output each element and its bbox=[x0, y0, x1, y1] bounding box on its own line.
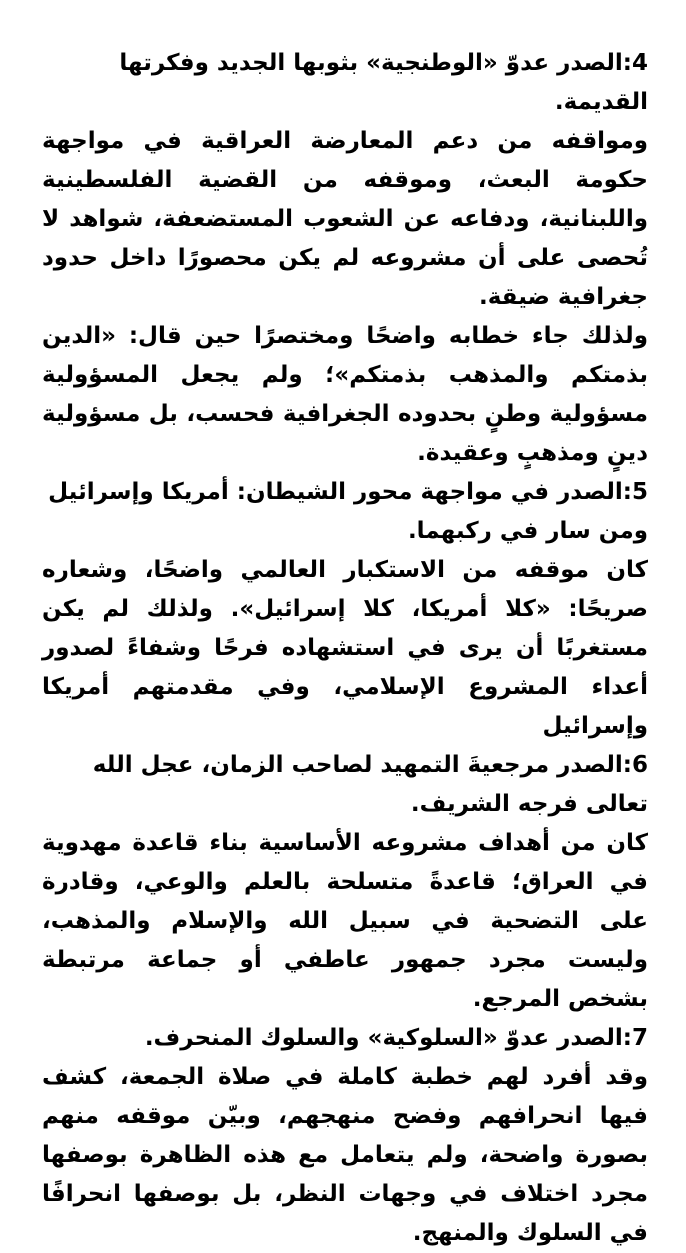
section-4-heading: 4:الصدر عدوّ «الوطنجية» بثوبها الجديد وفكرتها القديمة. bbox=[119, 50, 648, 115]
section-5-paragraph-1: كان موقفه من الاستكبار العالمي واضحًا، وشعاره صريحًا: «كلا أمريكا، كلا إسرائيل». ولذلك لم يكن مستغربًا أن يرى في استشهاده فرحًا وشفاءً لصدور أعداء المشروع الإسلامي، وفي مقدمتهم أمريكا وإسرائيل bbox=[42, 557, 648, 739]
document-body bbox=[42, 44, 648, 1253]
section-6-paragraph-1: كان من أهداف مشروعه الأساسية بناء قاعدة مهدوية في العراق؛ قاعدةً متسلحة بالعلم والوعي، وقادرة على التضحية في سبيل الله والإسلام والمذهب، وليست مجرد جمهور عاطفي أو جماعة مرتبطة بشخص المرجع. bbox=[42, 830, 648, 1012]
section-7-paragraph-1: وقد أفرد لهم خطبة كاملة في صلاة الجمعة، كشف فيها انحرافهم وفضح منهجهم، وبيّن موقفه منهم بصورة واضحة، ولم يتعامل مع هذه الظاهرة بوصفها مجرد اختلاف في وجهات النظر، بل بوصفها انحرافًا في السلوك والمنهج. bbox=[42, 1064, 648, 1246]
section-7-heading: 7:الصدر عدوّ «السلوكية» والسلوك المنحرف. bbox=[144, 1025, 648, 1051]
section-4-paragraph-2: ولذلك جاء خطابه واضحًا ومختصرًا حين قال: «الدين بذمتكم والمذهب بذمتكم»؛ ولم يجعل المسؤولية مسؤولية وطنٍ بحدوده الجغرافية فحسب، بل مسؤولية دينٍ ومذهبٍ وعقيدة. bbox=[42, 323, 648, 466]
section-6-heading: 6:الصدر مرجعيةَ التمهيد لصاحب الزمان، عجل الله تعالى فرجه الشريف. bbox=[92, 752, 648, 817]
section-4-paragraph-1: ومواقفه من دعم المعارضة العراقية في مواجهة حكومة البعث، وموقفه من القضية الفلسطينية واللبنانية، ودفاعه عن الشعوب المستضعفة، شواهد لا تُحصى على أن مشروعه لم يكن محصورًا داخل حدود جغرافية ضيقة. bbox=[42, 128, 648, 310]
section-5-heading: 5:الصدر في مواجهة محور الشيطان: أمريكا وإسرائيل ومن سار في ركبهما. bbox=[48, 479, 648, 544]
